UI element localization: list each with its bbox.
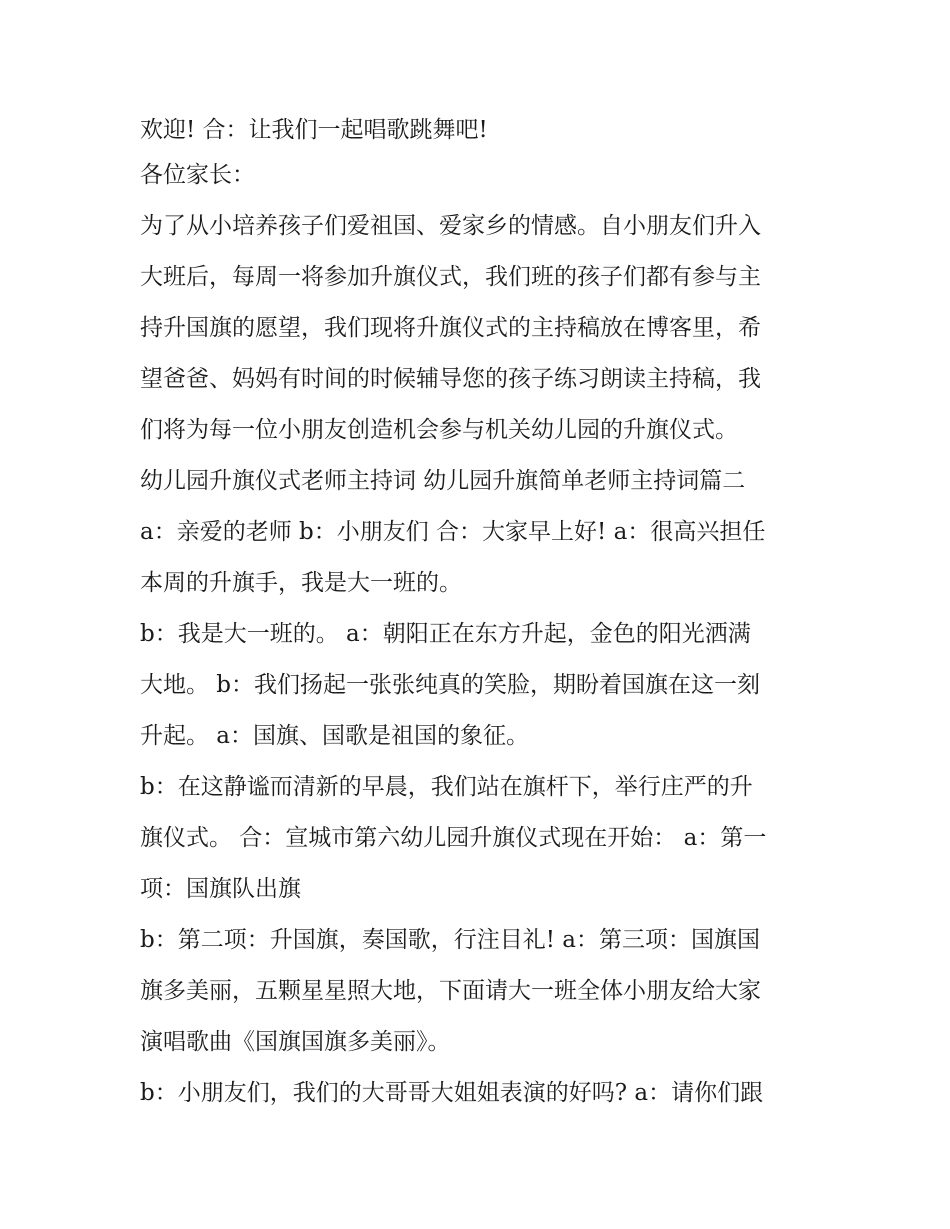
text-line: 望爸爸、妈妈有时间的时候辅导您的孩子练习朗读主持稿，我 bbox=[140, 366, 761, 392]
text-line: 各位家长： bbox=[140, 162, 255, 188]
document-body bbox=[140, 110, 820, 1124]
text-line: 升起。 a：国旗、国歌是祖国的象征。 bbox=[140, 723, 530, 749]
text-line: 们将为每一位小朋友创造机会参与机关幼儿园的升旗仪式。 bbox=[140, 417, 738, 443]
text-line: 演唱歌曲《国旗国旗多美丽》。 bbox=[140, 1029, 451, 1055]
text-line: 本周的升旗手，我是大一班的。 bbox=[140, 570, 462, 596]
text-line: 为了从小培养孩子们爱祖国、爱家乡的情感。自小朋友们升入 bbox=[140, 213, 761, 239]
text-line: b：第二项：升国旗，奏国歌，行注目礼! a：第三项：国旗国 bbox=[140, 927, 760, 953]
text-line: 欢迎! 合：让我们一起唱歌跳舞吧! bbox=[140, 117, 488, 143]
text-line: 持升国旗的愿望，我们现将升旗仪式的主持稿放在博客里，希 bbox=[140, 315, 761, 341]
text-line: 大班后，每周一将参加升旗仪式，我们班的孩子们都有参与主 bbox=[140, 264, 761, 290]
text-line: 幼儿园升旗仪式老师主持词 幼儿园升旗简单老师主持词篇二 bbox=[140, 468, 746, 494]
text-line: 旗多美丽，五颗星星照大地，下面请大一班全体小朋友给大家 bbox=[140, 978, 761, 1004]
text-line: 大地。 b：我们扬起一张张纯真的笑脸，期盼着国旗在这一刻 bbox=[140, 672, 761, 698]
text-line: 旗仪式。 合：宣城市第六幼儿园升旗仪式现在开始： a：第一 bbox=[140, 825, 767, 851]
text-line: b：小朋友们，我们的大哥哥大姐姐表演的好吗? a：请你们跟 bbox=[140, 1080, 764, 1106]
text-line: a：亲爱的老师 b：小朋友们 合：大家早上好! a：很高兴担任 bbox=[140, 519, 766, 545]
text-line: b：在这静谧而清新的早晨，我们站在旗杆下，举行庄严的升 bbox=[140, 774, 753, 800]
text-line: 项：国旗队出旗 bbox=[140, 876, 301, 902]
text-line: b：我是大一班的。 a：朝阳正在东方升起，金色的阳光洒满 bbox=[140, 621, 751, 647]
